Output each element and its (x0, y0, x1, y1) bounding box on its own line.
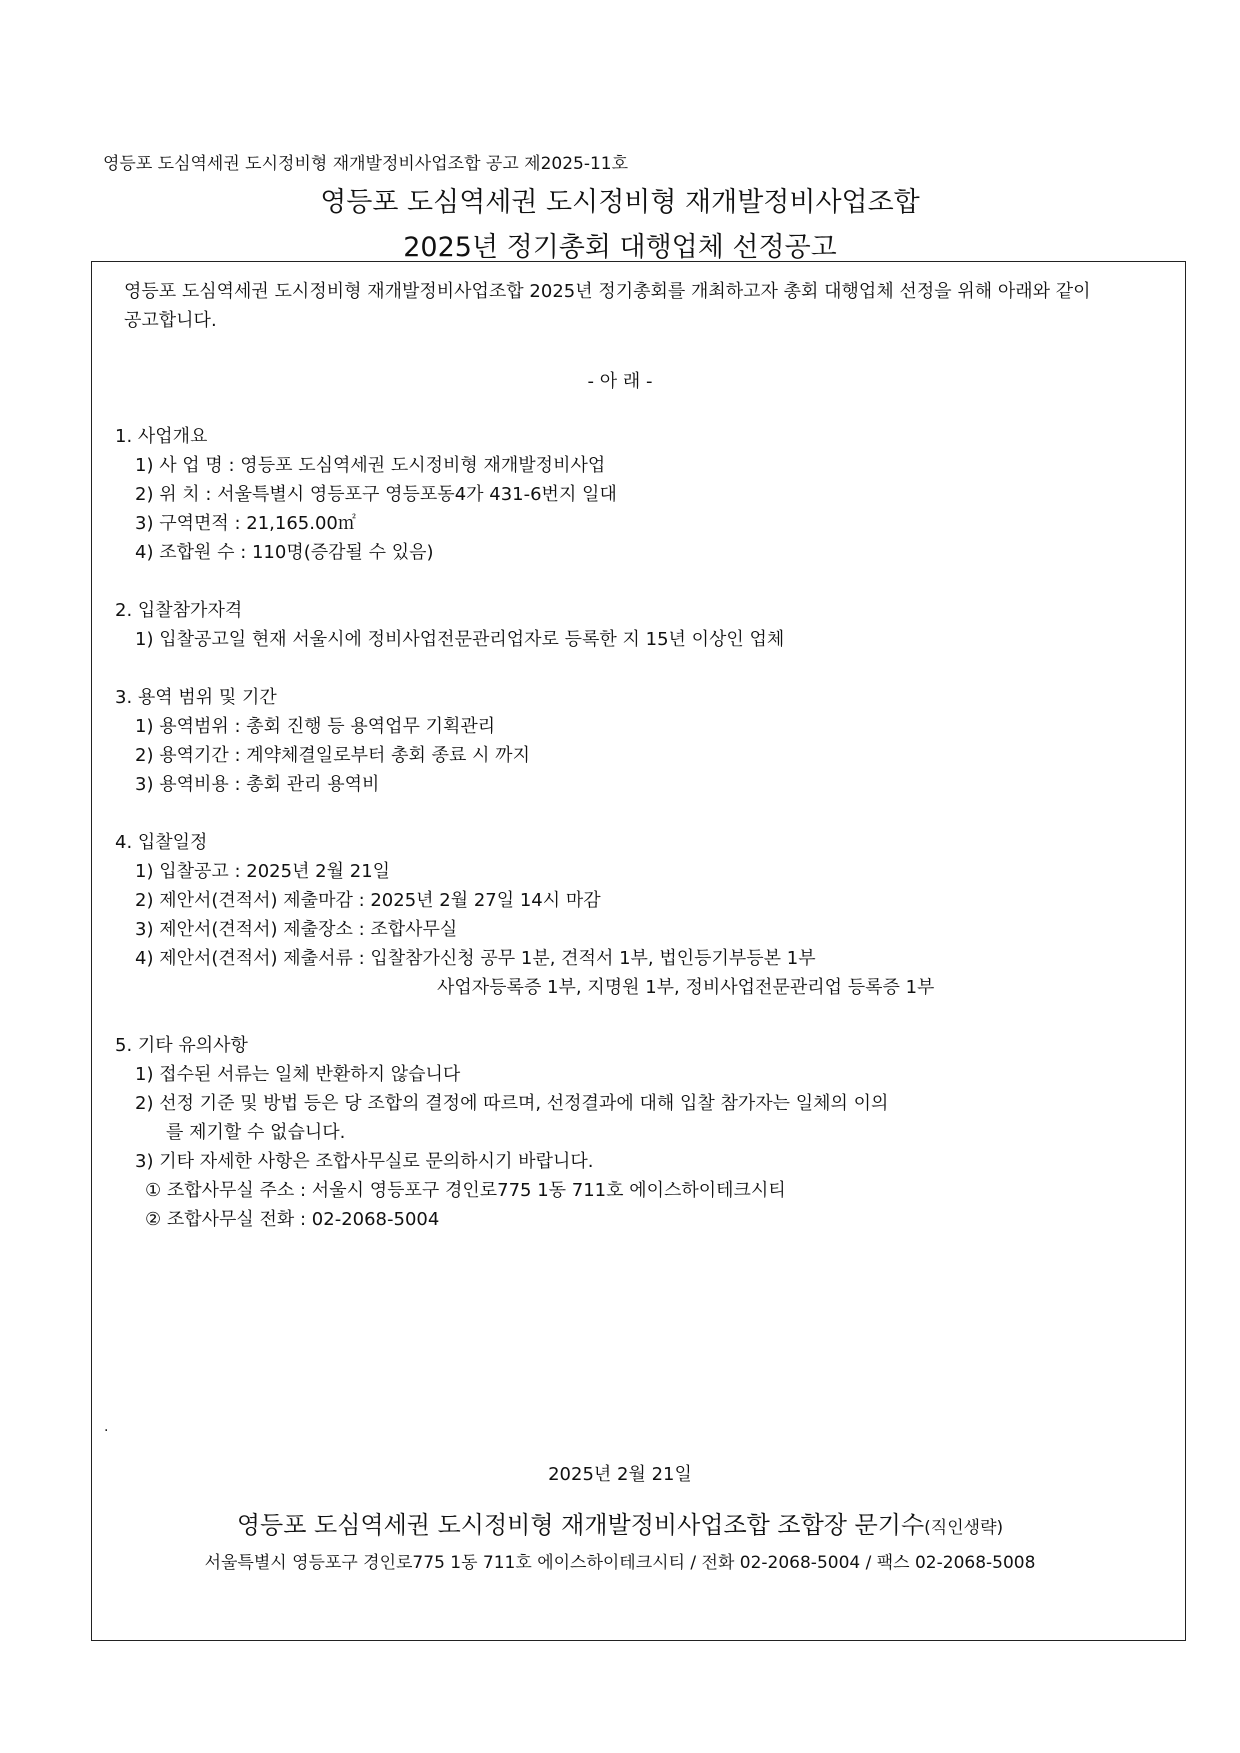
section-title: 5. 기타 유의사항 (115, 1035, 248, 1056)
signer-name: 영등포 도심역세권 도시정비형 재개발정비사업조합 조합장 문기수 (236, 1511, 925, 1539)
list-item: 3) 제안서(견적서) 제출장소 : 조합사무실 (135, 919, 458, 940)
list-item: 4) 제안서(견적서) 제출서류 : 입찰참가신청 공무 1분, 견적서 1부, 법인등기부등본 1부 (135, 948, 816, 969)
list-item: 1) 입찰공고일 현재 서울시에 정비사업전문관리업자로 등록한 지 15년 이상인 업체 (135, 629, 785, 650)
list-item: 2) 제안서(견적서) 제출마감 : 2025년 2월 27일 14시 마감 (135, 890, 601, 911)
section-title: 1. 사업개요 (115, 426, 208, 447)
list-item: 2) 선정 기준 및 방법 등은 당 조합의 결정에 따르며, 선정결과에 대해 입찰 참가자는 일체의 이의 (135, 1093, 889, 1114)
section-title: 2. 입찰참가자격 (115, 600, 243, 621)
list-item-continuation: 사업자등록증 1부, 지명원 1부, 정비사업전문관리업 등록증 1부 (437, 977, 935, 998)
list-item: 1) 사 업 명 : 영등포 도심역세권 도시정비형 재개발정비사업 (135, 455, 606, 476)
title-line-1: 영등포 도심역세권 도시정비형 재개발정비사업조합 (320, 187, 920, 218)
signer-line (0, 1505, 1240, 1540)
list-item: 1) 입찰공고 : 2025년 2월 21일 (135, 861, 391, 882)
seal-note: (직인생략) (924, 1518, 1004, 1538)
list-item: 4) 조합원 수 : 110명(증감될 수 있음) (135, 542, 434, 563)
list-item: 1) 접수된 서류는 일체 반환하지 않습니다 (135, 1064, 461, 1085)
list-item-continuation: 를 제기할 수 없습니다. (166, 1122, 346, 1143)
are-marker: - 아 래 - (587, 371, 653, 392)
title-line-2: 2025년 정기총회 대행업체 선정공고 (403, 232, 837, 263)
notice-date: 2025년 2월 21일 (548, 1464, 692, 1485)
office-address: 서울특별시 영등포구 경인로775 1동 711호 에이스하이테크시티 / 전화 02-2068-5004 / 팩스 02-2068-5008 (204, 1553, 1036, 1573)
notice-number: 영등포 도심역세권 도시정비형 재개발정비사업조합 공고 제2025-11호 (103, 154, 629, 174)
list-item: 2) 용역기간 : 계약체결일로부터 총회 종료 시 까지 (135, 745, 530, 766)
list-subitem: ② 조합사무실 전화 : 02-2068-5004 (145, 1209, 440, 1230)
section-title: 4. 입찰일정 (115, 832, 208, 853)
stray-dot: . (104, 1419, 109, 1435)
list-item: 3) 기타 자세한 사항은 조합사무실로 문의하시기 바랍니다. (135, 1151, 594, 1172)
section-title: 3. 용역 범위 및 기간 (115, 687, 277, 708)
list-item: 3) 구역면적 : 21,165.00㎡ (135, 513, 356, 534)
intro-paragraph: 영등포 도심역세권 도시정비형 재개발정비사업조합 2025년 정기총회를 개최하고자 총회 대행업체 선정을 위해 아래와 같이 공고합니다. (124, 281, 1091, 331)
list-item: 2) 위 치 : 서울특별시 영등포구 영등포동4가 431-6번지 일대 (135, 484, 617, 505)
list-item: 1) 용역범위 : 총회 진행 등 용역업무 기획관리 (135, 716, 496, 737)
list-item: 3) 용역비용 : 총회 관리 용역비 (135, 774, 380, 795)
list-subitem: ① 조합사무실 주소 : 서울시 영등포구 경인로775 1동 711호 에이스하이테크시티 (145, 1180, 786, 1201)
